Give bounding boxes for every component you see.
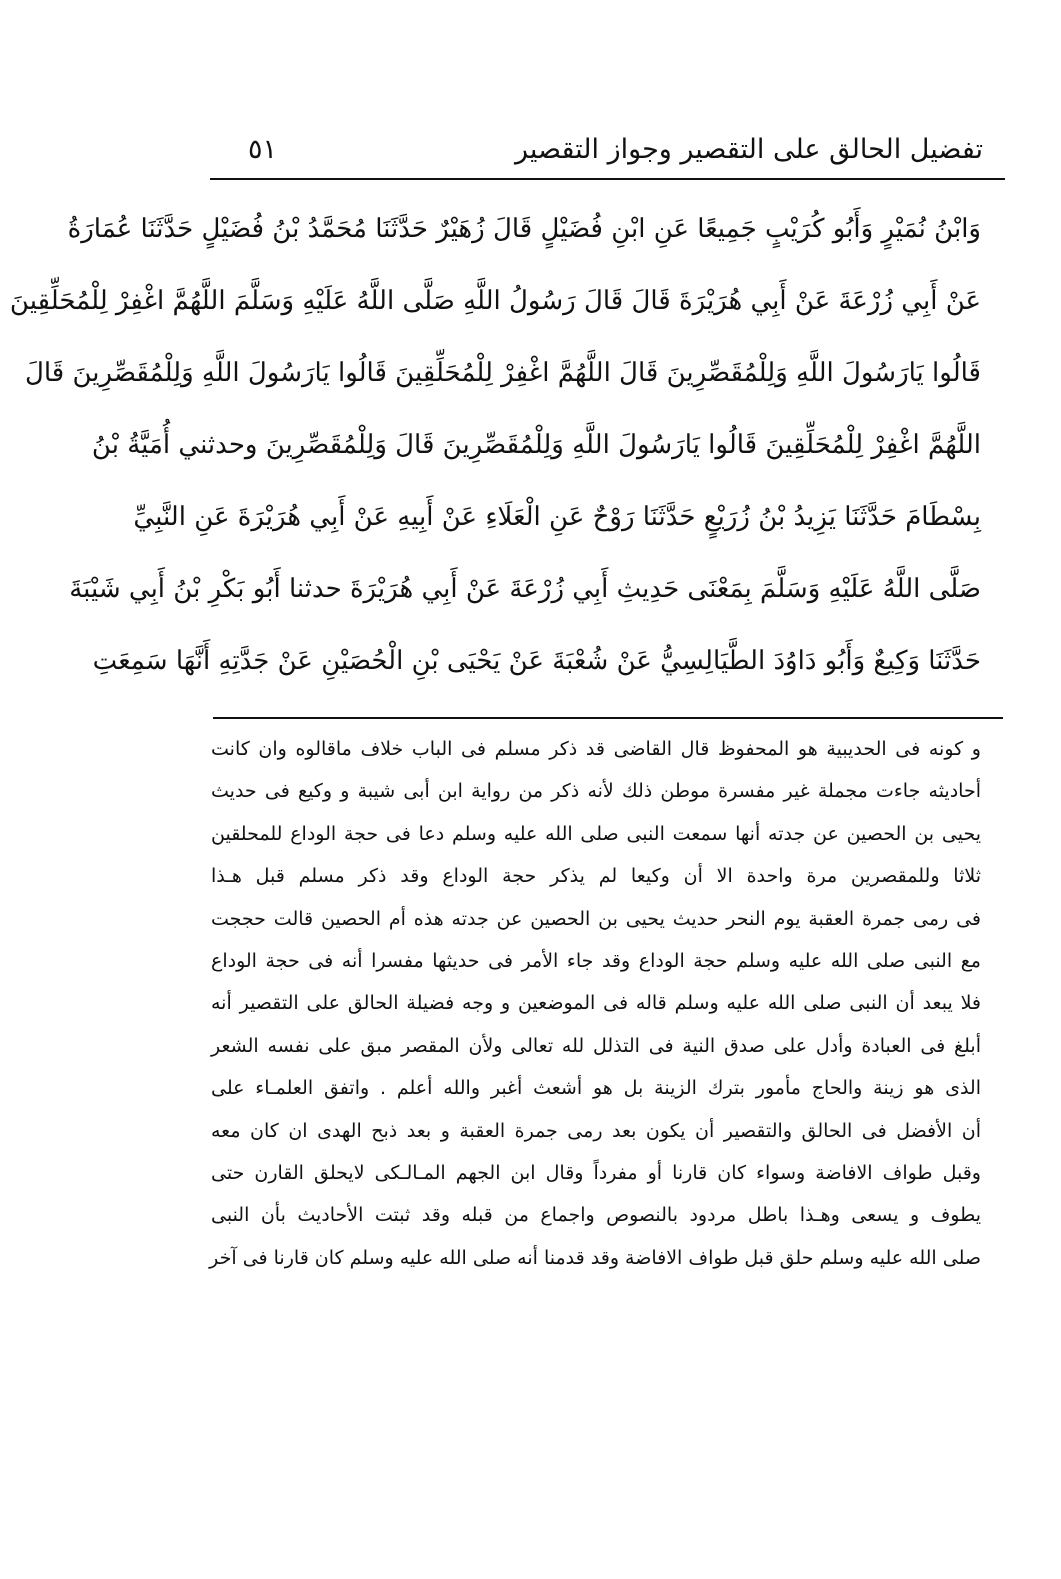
hadith-line: صَلَّى اللَّهُ عَلَيْهِ وَسَلَّمَ بِمَعْنَى حَدِيثِ أَبِي زُرْعَةَ عَنْ أَبِي هُرَيْرَةَ حدثنا أَبُو بَكْرِ بْنُ أَبِي شَيْبَةَ [69, 574, 981, 604]
commentary-line: أحاديثه جاءت مجملة غير مفسرة موطن ذلك لأنه ذكر من رواية ابن أبى شيبة و وكيع فى حديث [211, 780, 981, 803]
hadith-line: حَدَّثَنَا وَكِيعٌ وَأَبُو دَاوُدَ الطَّيَالِسِيُّ عَنْ شُعْبَةَ عَنْ يَحْيَى بْنِ الْحُصَيْنِ عَنْ جَدَّتِهِ أَنَّهَا سَمِعَتِ [92, 646, 981, 676]
hadith-line: بِسْطَامَ حَدَّثَنَا يَزِيدُ بْنُ زُرَيْعٍ حَدَّثَنَا رَوْحٌ عَنِ الْعَلَاءِ عَنْ أَبِيهِ عَنْ أَبِي هُرَيْرَةَ عَنِ النَّبِيِّ [133, 502, 981, 532]
commentary-line: صلى الله عليه وسلم حلق قبل طواف الافاضة وقد قدمنا أنه صلى الله عليه وسلم كان قارنا فى آخر [209, 1246, 981, 1269]
hadith-line: عَنْ أَبِي زُرْعَةَ عَنْ أَبِي هُرَيْرَةَ قَالَ قَالَ رَسُولُ اللَّهِ صَلَّى اللَّهُ عَلَيْهِ وَسَلَّمَ اللَّهُمَّ اغْفِرْ لِلْمُحَلِّقِينَ [9, 286, 981, 316]
running-title: تفضيل الحالق على التقصير وجواز التقصير [515, 134, 983, 165]
page-header [210, 128, 1005, 176]
section-divider [213, 717, 1003, 719]
commentary-line: يطوف و يسعى وهـذا باطل مردود بالنصوص واجماع من قبله وقد ثبتت الأحاديث بأن النبى [211, 1204, 981, 1227]
hadith-line: وَابْنُ نُمَيْرٍ وَأَبُو كُرَيْبٍ جَمِيعًا عَنِ ابْنِ فُضَيْلٍ قَالَ زُهَيْرٌ حَدَّثَنَا مُحَمَّدُ بْنُ فُضَيْلٍ حَدَّثَنَا عُمَارَةُ [67, 214, 981, 244]
hadith-line: اللَّهُمَّ اغْفِرْ لِلْمُحَلِّقِينَ قَالُوا يَارَسُولَ اللَّهِ وَلِلْمُقَصِّرِينَ قَالَ وَلِلْمُقَصِّرِينَ وحدثني أُمَيَّةُ بْنُ [91, 430, 981, 460]
commentary-line: أن الأفضل فى الحالق والتقصير أن يكون بعد رمى جمرة العقبة و بعد ذبح الهدى ان كان معه [211, 1119, 981, 1142]
commentary-line: فى رمى جمرة العقبة يوم النحر حديث يحيى بن الحصين عن جدته هذه أم الحصين قالت حججت [211, 907, 981, 930]
commentary-line: وقبل طواف الافاضة وسواء كان قارنا أو مفرداً وقال ابن الجهم المـالـكى لايحلق القارن حتى [211, 1161, 981, 1184]
commentary-line: ثلاثا وللمقصرين مرة واحدة الا أن وكيعا لم يذكر حجة الوداع وقد ذكر مسلم قبل هـذا [211, 865, 981, 888]
commentary-line: مع النبى صلى الله عليه وسلم حجة الوداع وقد جاء الأمر فى حديثها مفسرا أنه فى حجة الوداع [211, 949, 981, 972]
commentary-line: الذى هو زينة والحاج مأمور بترك الزينة بل هو أشعث أغبر والله أعلم . واتفق العلمـاء على [211, 1077, 981, 1100]
commentary-line: و كونه فى الحديبية هو المحفوظ قال القاضى قد ذكر مسلم فى الباب خلاف ماقالوه وان كانت [211, 738, 981, 760]
header-rule [210, 178, 1005, 180]
commentary-line: فلا يبعد أن النبى صلى الله عليه وسلم قاله فى الموضعين و وجه فضيلة الحالق على التقصير أنه [211, 992, 981, 1015]
commentary-line: أبلغ فى العبادة وأدل على صدق النية فى التذلل لله تعالى ولأن المقصر مبق على نفسه الشعر [211, 1034, 981, 1057]
hadith-text [9, 193, 981, 697]
commentary-line: يحيى بن الحصين عن جدته أنها سمعت النبى صلى الله عليه وسلم دعا فى حجة الوداع للمحلقين [211, 822, 981, 845]
hadith-line: قَالُوا يَارَسُولَ اللَّهِ وَلِلْمُقَصِّرِينَ قَالَ اللَّهُمَّ اغْفِرْ لِلْمُحَلِّقِينَ قَالُوا يَارَسُولَ اللَّهِ وَلِلْمُقَصِّرِينَ قَالَ [24, 358, 981, 388]
page-number: ٥١ [248, 134, 278, 165]
commentary-text [211, 728, 981, 1279]
